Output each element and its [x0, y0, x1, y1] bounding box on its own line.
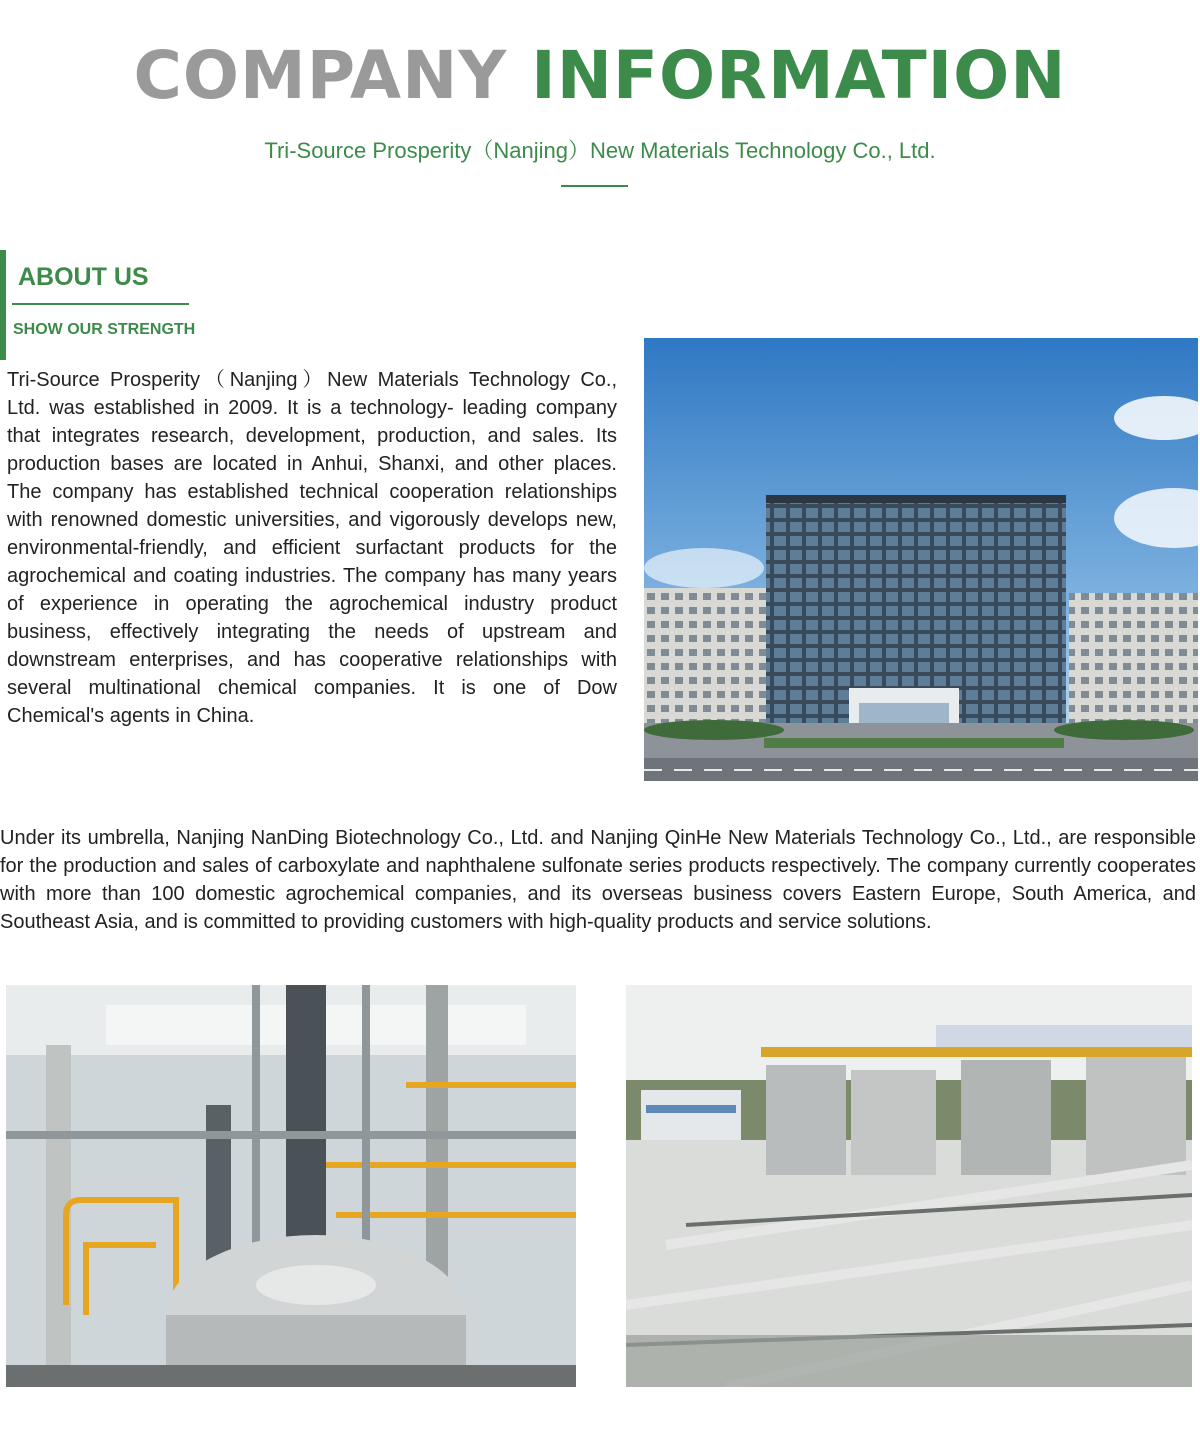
section-subheading: SHOW OUR STRENGTH — [13, 321, 196, 338]
about-paragraph-2: Under its umbrella, Nanjing NanDing Biotechnology Co., Ltd. and Nanjing QinHe New Materials Technology Co., Ltd., are responsible for the production and sales of carboxylate and naphthalene sulfonate series products respectively. The company currently cooperates with more than 100 domestic agrochemical companies, and its overseas business covers Eastern Europe, South America, and Southeast Asia, and is committed to providing customers with high-quality products and service solutions. — [0, 827, 1196, 933]
title-part-information: INFORMATION — [531, 37, 1067, 114]
about-paragraph-1: Tri-Source Prosperity（Nanjing）New Materials Technology Co., Ltd. was established in 2009. It is a technology- leading company that integrates research, development, production, and sales. Its production bases are located in Anhui, Shanxi, and other places. The company has established technical cooperation relationships with renowned domestic universities, and vigorously develops new, environmental-friendly, and efficient surfactant products for the agrochemical and coating industries. The company has many years of experience in operating the agrochemical industry product business, effectively integrating the needs of upstream and downstream enterprises, and has cooperative relationships with several multinational chemical companies. It is one of Dow Chemical's agents in China. — [7, 369, 617, 727]
headquarters-building-photo — [644, 338, 1198, 781]
page-title — [0, 36, 1200, 116]
title-part-company: COMPANY — [133, 37, 508, 114]
production-workshop-photo — [6, 985, 576, 1387]
plant-facility-photo — [626, 985, 1192, 1387]
company-name-subtitle: Tri-Source Prosperity（Nanjing）New Materials Technology Co., Ltd. — [264, 138, 936, 163]
section-accent-bar — [0, 250, 6, 360]
title-divider — [561, 185, 628, 187]
section-heading: ABOUT US — [18, 263, 149, 291]
section-heading-divider — [12, 303, 189, 305]
